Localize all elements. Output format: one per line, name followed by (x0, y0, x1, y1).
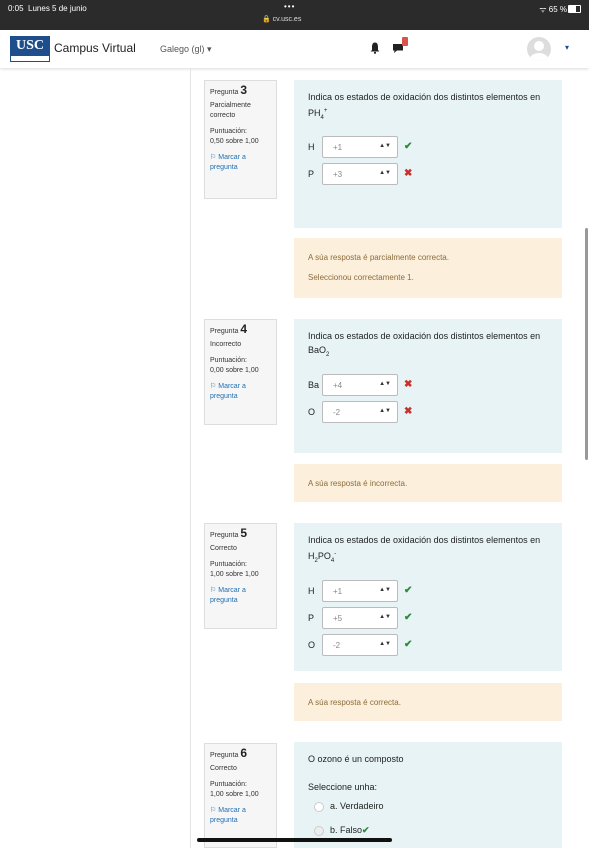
question-number: Pregunta 4 (210, 322, 248, 336)
feedback-text: A súa resposta é incorrecta. (308, 479, 408, 488)
flag-icon: ⚐ (210, 807, 217, 814)
check-icon: ✔ (404, 141, 413, 152)
cross-icon: ✖ (404, 168, 413, 179)
question-grade: Puntuación: 0,00 sobre 1,00 (210, 357, 259, 374)
flag-question-link[interactable]: ⚐ Marcar a pregunta (210, 383, 246, 400)
question-number: Pregunta 5 (210, 526, 248, 540)
home-indicator[interactable] (197, 838, 392, 842)
page-scrollbar[interactable] (585, 228, 588, 460)
answer-select[interactable]: +1 ▲▼ (322, 580, 398, 602)
question-state: Correcto (210, 545, 237, 552)
question-state: Correcto (210, 765, 237, 772)
wifi-icon: ᯤ (539, 5, 547, 14)
bell-icon[interactable] (370, 42, 380, 54)
element-label: Ba (308, 380, 320, 390)
answer-select[interactable]: +1 ▲▼ (322, 136, 398, 158)
question-state: Parcialmente correcto (210, 102, 251, 119)
flag-question-link[interactable]: ⚐ Marcar a pregunta (210, 587, 246, 604)
feedback-text: A súa resposta é parcialmente correcta. (308, 253, 449, 262)
question-text: Indica os estados de oxidación dos distintos elementos en $PH_4^+$ (308, 92, 541, 121)
question-content-3 (294, 80, 562, 228)
option-a[interactable]: a. Verdadeiro (314, 801, 384, 812)
question-info-5 (204, 523, 277, 629)
question-grade: Puntuación: 1,00 sobre 1,00 (210, 561, 259, 578)
feedback-text: A súa resposta é correcta. (308, 698, 401, 707)
status-right: ᯤ 65 % (539, 5, 567, 14)
select-arrows-icon: ▲▼ (379, 170, 391, 176)
element-label: H (308, 586, 315, 596)
check-icon: ✔ (404, 639, 413, 650)
question-text: O ozono é un composto (308, 754, 404, 764)
user-menu-caret-icon[interactable]: ▾ (565, 43, 570, 52)
notification-badge (402, 37, 408, 46)
feedback-5 (294, 683, 562, 721)
question-content-6 (294, 742, 562, 848)
question-number: Pregunta 6 (210, 746, 248, 760)
question-text: Indica os estados de oxidación dos distintos elementos en BaO$_2$ (308, 331, 541, 358)
check-icon: ✔ (362, 825, 370, 835)
question-info-6 (204, 743, 277, 848)
select-arrows-icon: ▲▼ (379, 614, 391, 620)
answer-select[interactable]: -2 ▲▼ (322, 634, 398, 656)
feedback-3 (294, 238, 562, 298)
answer-select[interactable]: +4 ▲▼ (322, 374, 398, 396)
flag-question-link[interactable]: ⚐ Marcar a pregunta (210, 154, 246, 171)
caret-down-icon: ▾ (207, 44, 212, 54)
check-icon: ✔ (404, 585, 413, 596)
ios-status-bar (0, 0, 589, 30)
answer-select[interactable]: -2 ▲▼ (322, 401, 398, 423)
top-navbar (0, 30, 589, 68)
question-grade: Puntuación: 1,00 sobre 1,00 (210, 781, 259, 798)
flag-question-link[interactable]: ⚐ Marcar a pregunta (210, 807, 246, 824)
status-dots: ••• (284, 2, 296, 11)
select-arrows-icon: ▲▼ (379, 381, 391, 387)
feedback-4 (294, 464, 562, 502)
question-info-4 (204, 319, 277, 425)
feedback-text: Seleccionou correctamente 1. (308, 273, 414, 282)
select-arrows-icon: ▲▼ (379, 641, 391, 647)
radio-button[interactable] (314, 826, 324, 836)
question-text: Indica os estados de oxidación dos distintos elementos en $H_2PO_4^-$ (308, 535, 541, 564)
flag-icon: ⚐ (210, 383, 217, 390)
flag-icon: ⚐ (210, 587, 217, 594)
language-menu[interactable]: Galego (gl) ▾ (160, 44, 212, 54)
option-b[interactable]: b. Falso✔ (314, 825, 370, 836)
select-arrows-icon: ▲▼ (379, 587, 391, 593)
user-avatar[interactable] (527, 37, 551, 61)
address-url[interactable]: 🔒 cv.usc.es (262, 16, 302, 23)
flag-icon: ⚐ (210, 154, 217, 161)
question-number: Pregunta 3 (210, 83, 248, 97)
radio-button[interactable] (314, 802, 324, 812)
select-arrows-icon: ▲▼ (379, 408, 391, 414)
cross-icon: ✖ (404, 379, 413, 390)
question-info-3 (204, 80, 277, 199)
question-state: Incorrecto (210, 341, 242, 348)
answer-select[interactable]: +3 ▲▼ (322, 163, 398, 185)
element-label: P (308, 169, 315, 179)
element-label: P (308, 613, 315, 623)
battery-icon (568, 5, 581, 13)
usc-logo[interactable]: USC (10, 36, 50, 62)
select-arrows-icon: ▲▼ (379, 143, 391, 149)
element-label: O (308, 407, 316, 417)
question-content-5 (294, 523, 562, 671)
element-label: O (308, 640, 316, 650)
check-icon: ✔ (404, 612, 413, 623)
drawer-divider (190, 68, 191, 848)
question-prompt: Seleccione unha: (308, 782, 378, 792)
question-grade: Puntuación: 0,50 sobre 1,00 (210, 128, 259, 145)
status-time: 0:05 Lunes 5 de junio (8, 4, 87, 13)
question-content-4 (294, 319, 562, 453)
answer-select[interactable]: +5 ▲▼ (322, 607, 398, 629)
user-icon (527, 37, 551, 61)
element-label: H (308, 142, 315, 152)
cross-icon: ✖ (404, 406, 413, 417)
site-title[interactable]: Campus Virtual (54, 41, 136, 55)
